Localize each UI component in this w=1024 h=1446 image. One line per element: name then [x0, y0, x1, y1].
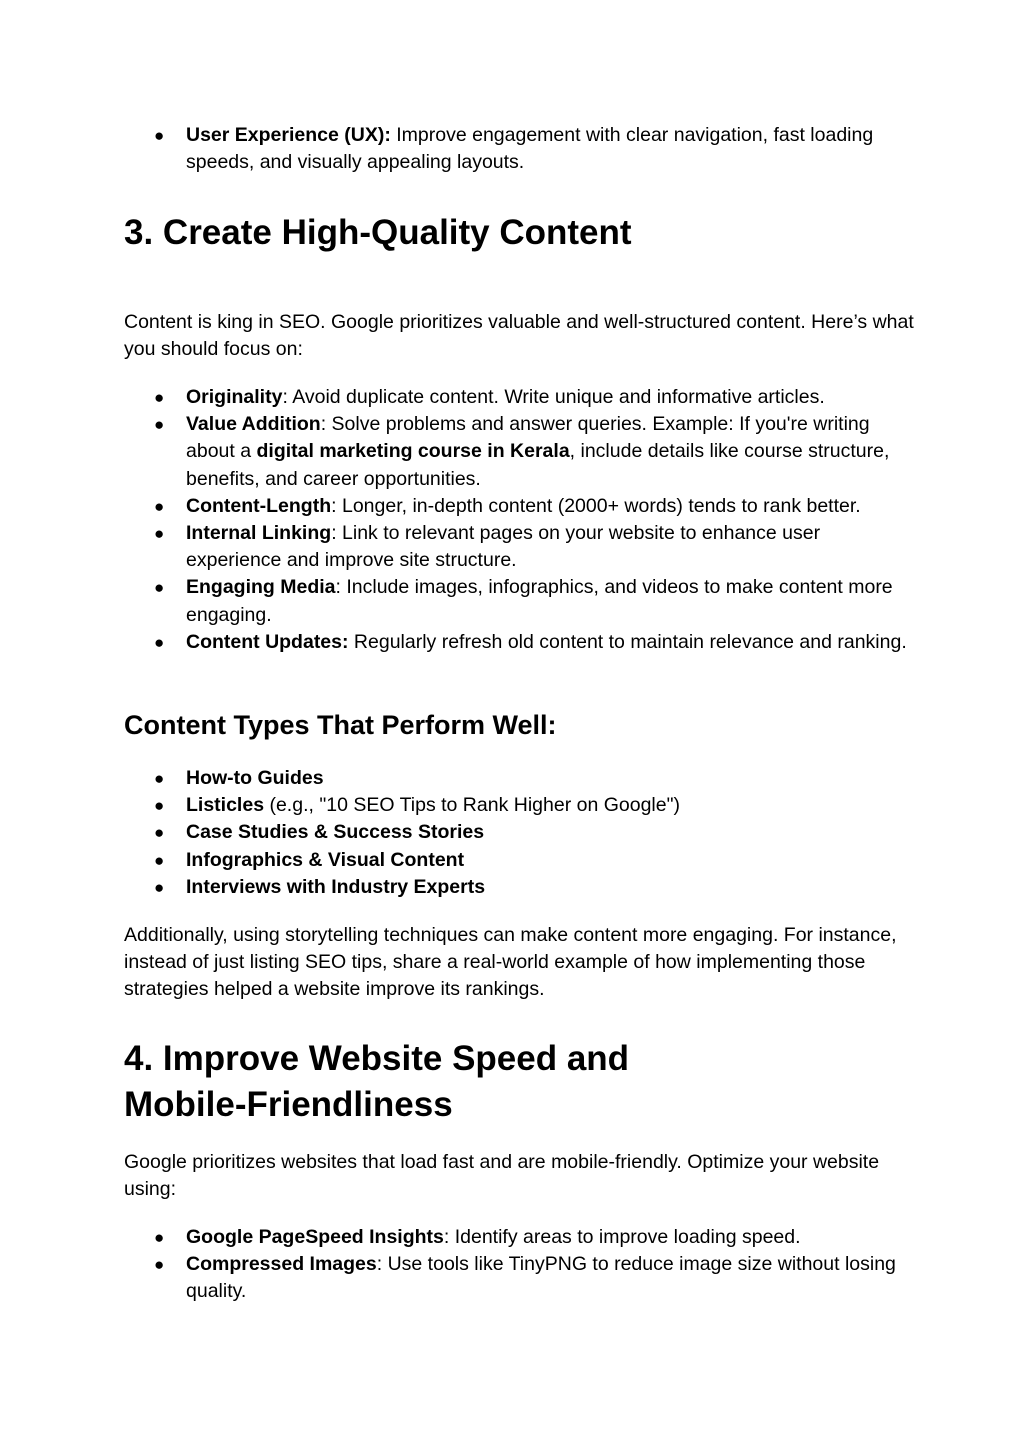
- list-item: [124, 411, 914, 493]
- bullet-icon: ●: [154, 524, 165, 544]
- item-term: Internal Linking: [186, 522, 332, 545]
- bullet-icon: ●: [154, 796, 165, 816]
- bullet-icon: ●: [154, 850, 165, 870]
- item-term: Case Studies & Success Stories: [186, 821, 485, 844]
- bullet-icon: ●: [154, 1228, 165, 1247]
- list-item: [124, 847, 914, 874]
- list-item: [124, 574, 914, 628]
- section-heading: 3. Create High-Quality Content: [124, 213, 632, 252]
- list-item: [124, 874, 914, 901]
- item-term: Compressed Images: [186, 1253, 377, 1276]
- item-term: Content-Length: [186, 494, 332, 517]
- item-term: How-to Guides: [186, 767, 324, 789]
- item-term: Originality: [186, 386, 283, 408]
- list-item: [124, 1251, 914, 1305]
- bullet-list-speed: [124, 1224, 914, 1306]
- subheading: Content Types That Perform Well:: [124, 710, 557, 740]
- bullet-list-focus: [124, 384, 914, 656]
- list-item: [124, 493, 914, 520]
- bullet-icon: ●: [154, 415, 165, 435]
- item-text: : Include images, infographics, and videos to make content more engaging.: [186, 576, 893, 626]
- bullet-icon: ●: [154, 126, 165, 145]
- item-term: Listicles: [186, 794, 265, 817]
- item-text: : Solve problems and answer queries. Example: If you're writing about a: [186, 413, 870, 463]
- item-text: : Identify areas to improve loading speed.: [443, 1226, 801, 1248]
- bullet-icon: ●: [154, 1255, 165, 1275]
- list-item: [124, 384, 914, 411]
- section-heading: [124, 1036, 914, 1128]
- list-item: [124, 765, 914, 792]
- item-term: Engaging Media: [186, 576, 336, 599]
- list-item: [124, 1224, 914, 1251]
- item-text: (e.g., "10 SEO Tips to Rank Higher on Google"): [264, 794, 681, 817]
- bullet-icon: ●: [154, 632, 165, 652]
- bullet-icon: ●: [154, 496, 165, 516]
- item-text: : Use tools like TinyPNG to reduce image size without losing quality.: [186, 1253, 896, 1303]
- item-text: : Avoid duplicate content. Write unique and informative articles.: [282, 386, 825, 408]
- list-item: [124, 792, 914, 819]
- bullet-icon: ●: [154, 578, 165, 598]
- item-text: Regularly refresh old content to maintain relevance and ranking.: [348, 630, 907, 653]
- list-item: [124, 122, 914, 176]
- item-term: Interviews with Industry Experts: [186, 875, 486, 898]
- bullet-list-top: [124, 122, 914, 176]
- bullet-icon: ●: [154, 823, 165, 843]
- section-heading-line: 4. Improve Website Speed and: [124, 1039, 630, 1078]
- paragraph: Content is king in SEO. Google prioritizes valuable and well-structured content. Here’s what you should focus on:: [124, 311, 914, 360]
- item-text: , include details like course structure, benefits, and career opportunities.: [186, 440, 890, 490]
- list-item: [124, 819, 914, 846]
- list-item: [124, 629, 914, 656]
- bullet-list-content-types: [124, 765, 914, 901]
- item-term: Value Addition: [186, 413, 321, 436]
- paragraph: Additionally, using storytelling techniques can make content more engaging. For instance, instead of just listing SEO tips, share a real-world example of how implementing those strategies helped a website improve its rankings.: [124, 924, 897, 1000]
- item-text: : Link to relevant pages on your website to enhance user experience and improve site structure.: [186, 522, 821, 572]
- item-text: Improve engagement with clear navigation, fast loading speeds, and visually appealing layouts.: [186, 124, 874, 174]
- paragraph: Google prioritizes websites that load fast and are mobile-friendly. Optimize your website using:: [124, 1151, 880, 1200]
- bullet-icon: ●: [154, 388, 165, 407]
- item-term: Infographics & Visual Content: [186, 848, 465, 871]
- item-keyword: digital marketing course in Kerala: [256, 440, 570, 463]
- bullet-icon: ●: [154, 877, 165, 897]
- bullet-icon: ●: [154, 769, 165, 788]
- item-term: Content Updates:: [186, 630, 349, 653]
- item-term: User Experience (UX):: [186, 124, 391, 146]
- list-item: [124, 520, 914, 574]
- section-heading-line: Mobile-Friendliness: [124, 1085, 453, 1124]
- item-term: Google PageSpeed Insights: [186, 1226, 444, 1248]
- item-text: : Longer, in-depth content (2000+ words) tends to rank better.: [331, 494, 861, 517]
